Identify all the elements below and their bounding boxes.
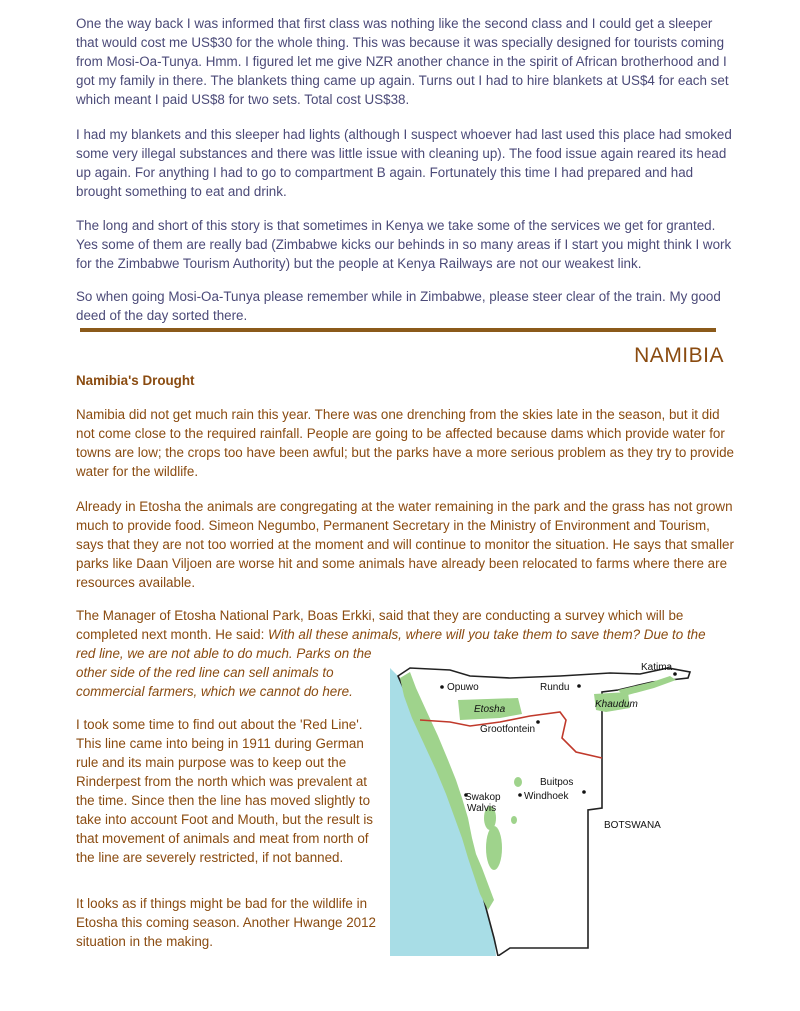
map-dot-rundu [577, 684, 581, 688]
article-subheading: Namibia's Drought [76, 373, 195, 388]
map-label-khaudum: Khaudum [595, 699, 638, 710]
paragraph-outlook: It looks as if things might be bad for the wildlife in Etosha this coming season. Another Hwange 2012 situation in the making. [76, 896, 376, 949]
quote-intro: completed next month. He said: [76, 627, 269, 642]
map-label-katima: Katima [641, 662, 673, 673]
quote-line-3: red line, we are not able to do much. Parks on the [76, 646, 372, 661]
map-label-opuwo: Opuwo [447, 682, 479, 693]
map-park-windhoek [511, 816, 517, 824]
map-park-namib [486, 826, 502, 870]
section-title: NAMIBIA [634, 344, 724, 367]
map-dot-katima [673, 672, 677, 676]
quote-line-4: other side of the red line can sell animals to [76, 665, 334, 680]
paragraph-red-line: I took some time to find out about the 'Red Line'. This line came into being in 1911 during German rule and its main purpose was to keep out the Rinderpest from the north which was prevalent at the time. Since then the line has moved slightly to take into account Foot and Mouth, but the result is that movement of animals and meat from north of the line are severely restricted, if not banned. [76, 717, 374, 865]
map-label-walvis: Walvis [467, 803, 497, 814]
map-label-buitpos: Buitpos [540, 777, 574, 788]
paragraph-drought: Namibia did not get much rain this year. There was one drenching from the skies late in the season, but it did not come close to the required rainfall. People are going to be affected because dams which provide water for towns are low; the crops too have been awful; but the parks have a more serious problem as they try to provide water for the wildlife. [76, 407, 734, 479]
section-divider [80, 328, 716, 332]
map-dot-grootfontein [536, 720, 540, 724]
map-dot-buitpos [582, 790, 586, 794]
paragraph-blankets: I had my blankets and this sleeper had lights (although I suspect whoever had last used this place had smoked some very illegal substances and there was little issue with cleaning up). The food issue again reared its head up again. For anything I had to go to compartment B again. Fortunately this time I had prepared and had brought something to eat and drink. [76, 127, 732, 199]
map-label-rundu: Rundu [540, 682, 570, 693]
paragraph-kenya-railways: The long and short of this story is that sometimes in Kenya we take some of the services we get for granted. Yes some of them are really bad (Zimbabwe kicks our behinds in so many areas if I start you might think I work for the Zimbabwe Tourism Authority) but the people at Kenya Railways are not our weakest link. [76, 218, 732, 271]
map-park-inland [514, 777, 522, 787]
quote-line-2 [76, 625, 736, 644]
map-label-etosha: Etosha [474, 704, 506, 715]
namibia-map [390, 648, 720, 956]
paragraph-first-class: One the way back I was informed that first class was nothing like the second class and I could get a sleeper that would cost me US$30 for the whole thing. This was because it was specially designed for tourists coming from Mosi-Oa-Tunya. Hmm. I figured let me give NZR another chance in the spirit of African brotherhood and I got my family in there. The blankets thing came up again. Turns out I had to hire blankets at US$4 for each set which meant I paid US$8 for two sets. Total cost US$38. [76, 16, 729, 107]
map-label-grootfontein: Grootfontein [480, 724, 536, 735]
map-dot-windhoek [518, 793, 522, 797]
paragraph-etosha-animals: Already in Etosha the animals are congregating at the water remaining in the park and the grass has not grown much to provide food. Simeon Negumbo, Permanent Secretary in the Ministry of Environment and Tourism, says that they are not too worried at the moment and will continue to monitor the situation. He says that smaller parks like Daan Viljoen are worse hit and some animals have already been relocated to farms where there are resources available. [76, 499, 734, 590]
map-dot-opuwo [440, 685, 444, 689]
map-label-swakop: Swakop [465, 792, 501, 803]
map-label-windhoek: Windhoek [524, 791, 569, 802]
paragraph-steer-clear: So when going Mosi-Oa-Tunya please remember while in Zimbabwe, please steer clear of the train. My good deed of the day sorted there. [76, 289, 721, 323]
map-label-botswana: BOTSWANA [604, 820, 661, 831]
quote-line-5: commercial farmers, which we cannot do here. [76, 684, 353, 699]
quote-italic: With all these animals, where will you take them to save them? Due to the [268, 627, 706, 642]
quote-line-1: The Manager of Etosha National Park, Boas Erkki, said that they are conducting a survey which will be [76, 608, 684, 623]
